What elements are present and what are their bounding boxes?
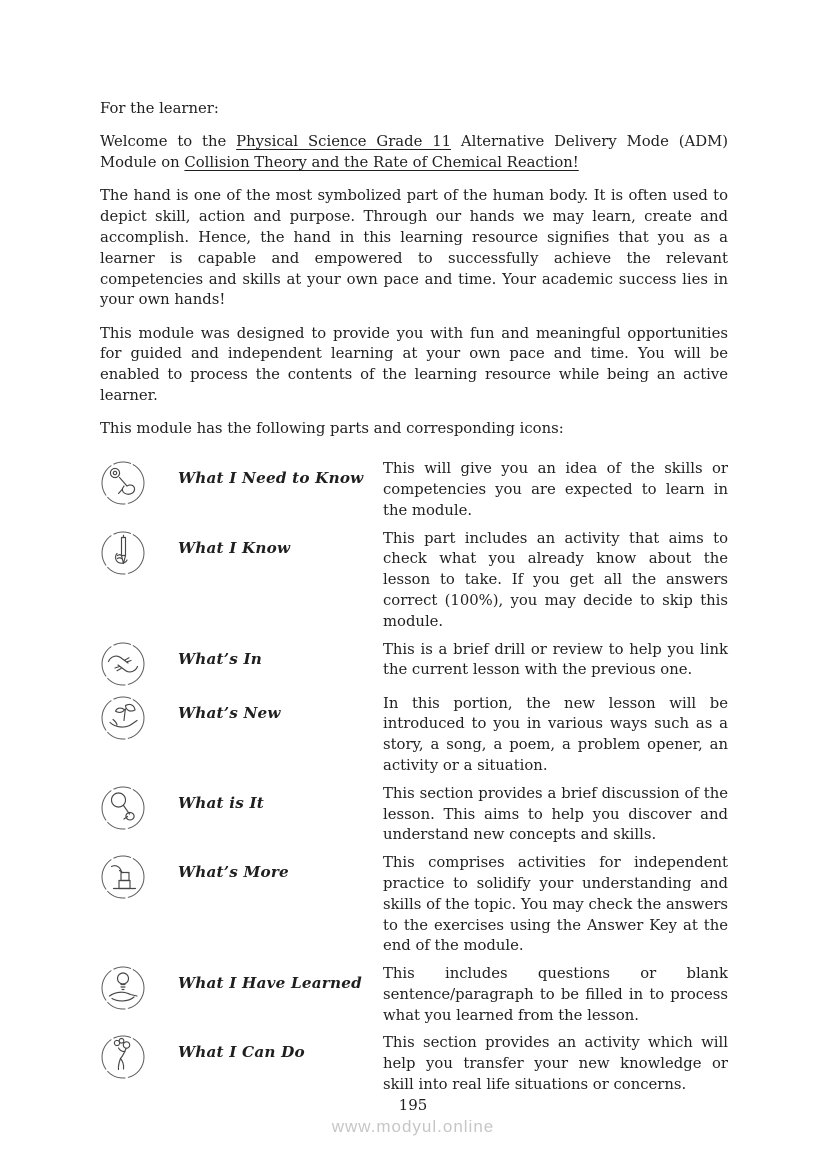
hand-magnifier-icon [100, 785, 146, 831]
part-row-what-i-can-do [100, 1033, 728, 1095]
part-description: This section provides a brief discussion of the lesson. This aims to help you discover and understand new concepts and skills. [383, 784, 728, 844]
welcome-text-mid: Alternative Delivery Mode (ADM) Module on [100, 133, 728, 172]
hand-writing-pencil-icon [100, 530, 146, 576]
part-row-what-i-have-learned [100, 964, 728, 1026]
part-description: In this portion, the new lesson will be introduced to you in various ways such as a story, a song, a poem, a problem opener, an activity or a situation. [383, 694, 728, 774]
part-label: What I Know [178, 538, 291, 557]
part-icon-cell [100, 964, 178, 1026]
part-row-what-i-know [100, 529, 728, 633]
part-description: This will give you an idea of the skills or competencies you are expected to learn in the module. [383, 460, 728, 519]
part-label: What’s More [178, 863, 289, 882]
part-label: What I Have Learned [178, 974, 362, 993]
welcome-text-pre: Welcome to the [100, 133, 237, 151]
hand-pointing-target-icon [100, 460, 146, 506]
page-number: 195 [398, 1096, 428, 1114]
parts-intro-line: This module has the following parts and corresponding icons: [100, 420, 564, 438]
hands-linking-icon [100, 641, 146, 687]
part-icon-cell [100, 459, 178, 521]
part-icon-cell [100, 853, 178, 957]
part-description: This is a brief drill or review to help you link the current lesson with the previous one. [383, 640, 728, 679]
part-row-whats-in [100, 640, 728, 687]
hand-lightbulb-icon [100, 965, 146, 1011]
watermark-text: www.modyul.online [331, 1117, 495, 1136]
part-label: What’s New [178, 703, 281, 722]
module-parts-list [100, 459, 728, 1096]
hand-stacking-blocks-icon [100, 854, 146, 900]
hand-symbolism-paragraph: The hand is one of the most symbolized part of the human body. It is often used to depict skill, action and purpose. Through our hands we may learn, create and accomplish. Hence, the hand in this learning resource signifies that you as a learner is capable and empowered to successfully achieve the relevant competencies and skills at your own pace and time. Your academic success lies in your own hands! [100, 187, 728, 309]
part-icon-cell [100, 1033, 178, 1095]
part-icon-cell [100, 640, 178, 687]
part-label: What I Can Do [178, 1043, 305, 1062]
part-icon-cell [100, 529, 178, 633]
module-title-underlined: Collision Theory and the Rate of Chemical Reaction! [184, 154, 579, 172]
page-content [100, 99, 728, 1103]
module-design-paragraph: This module was designed to provide you with fun and meaningful opportunities for guided and independent learning at your own pace and time. You will be enabled to process the contents of the learning resource while being an active learner. [100, 324, 728, 405]
part-label: What I Need to Know [178, 469, 364, 488]
part-description: This includes questions or blank sentence/paragraph to be filled in to process what you learned from the lesson. [383, 965, 728, 1024]
part-icon-cell [100, 694, 178, 777]
part-row-whats-new [100, 694, 728, 777]
part-icon-cell [100, 784, 178, 846]
part-row-what-is-it [100, 784, 728, 846]
salutation: For the learner: [100, 100, 219, 117]
part-row-whats-more [100, 853, 728, 957]
part-label: What is It [178, 793, 264, 812]
welcome-paragraph [100, 132, 728, 174]
part-label: What’s In [178, 649, 263, 668]
part-row-what-i-need-to-know [100, 459, 728, 521]
part-description: This comprises activities for independent practice to solidify your understanding and skills of the topic. You may check the answers to the exercises using the Answer Key at the end of the module. [383, 854, 728, 955]
module-subject-underlined: Physical Science Grade 11 [236, 133, 452, 151]
hand-sprout-icon [100, 695, 146, 741]
part-description: This part includes an activity that aims to check what you already know about the lesson to take. If you get all the answers correct (100%), you may decide to skip this module. [383, 529, 728, 630]
page-footer [0, 1096, 826, 1137]
part-description: This section provides an activity which will help you transfer your new knowledge or skill into real life situations or concerns. [383, 1034, 728, 1094]
person-figure-icon [100, 1034, 146, 1080]
